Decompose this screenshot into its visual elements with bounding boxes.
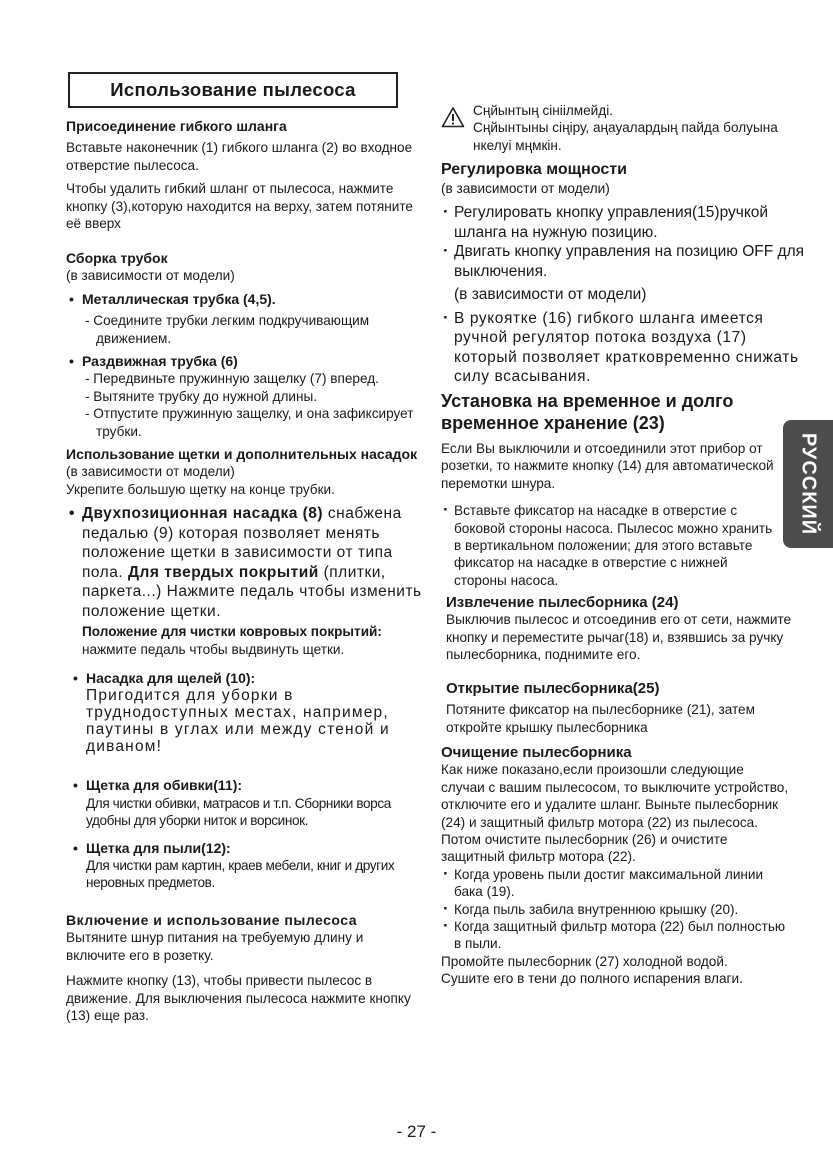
storage-heading: Установка на временное и долго временное хранение (23) [441, 391, 734, 433]
power-section [441, 160, 809, 387]
open-section [441, 680, 781, 736]
warning-triangle-icon [441, 106, 465, 128]
clean-p2: Промойте пылесборник (27) холодной водой. [441, 953, 728, 969]
ext-tube-title: • Раздвижная трубка (6) [66, 353, 426, 370]
brush-heading-note: (в зависимости от модели) [66, 464, 235, 480]
tubes-note: (в зависимости от модели) [66, 268, 235, 284]
section-title: Использование пылесоса [110, 79, 356, 100]
hose-p2: Чтобы удалить гибкий шланг от пылесоса, нажмите кнопку (3),которую находится на верху, затем потяните её вверх [66, 181, 413, 232]
remove-text: Выключив пылесос и отсоединив его от сети, нажмите кнопку и переместите рычаг(18) и, взявшись за ручку пылесборника, поднимите его. [446, 612, 792, 663]
storage-section [441, 390, 781, 589]
tubes-section [66, 250, 426, 440]
metal-tube-step: - Соедините трубки легким подкручивающим движением. [85, 313, 370, 346]
metal-tube-title: • Металлическая трубка (4,5). [66, 291, 426, 308]
language-tab [783, 420, 833, 548]
carpet-text: нажмите педаль чтобы выдвинуть щетки. [82, 641, 345, 657]
warning-block [441, 102, 813, 154]
dust-brush-text: Для чистки рам картин, краев мебели, книг и других неровных предметов. [86, 858, 395, 891]
brush-heading: Использование щетки и дополнительных насадок [66, 446, 418, 462]
hard-floor-text: (плитки, паркета...) Нажмите педаль чтобы изменить положение щетки. [82, 563, 422, 620]
crevice-title: • Насадка для щелей (10): [70, 670, 426, 687]
hose-heading: Присоединение гибкого шланга [66, 118, 287, 134]
power-heading: Регулировка мощности [441, 161, 627, 178]
power-bullet-3: · В рукоятке (16) гибкого шланга имеется ручной регулятор потока воздуха (17) который позволяет кратковременно снижать силу всасывания. [441, 309, 809, 387]
clean-bullet-2: · Когда пыль забила внутреннюю крышку (20). [441, 901, 791, 918]
crevice-text: Пригодится для уборки в труднодоступных местах, например, паутины в углах или между стеной и диваном! [86, 687, 390, 756]
remove-heading: Извлечение пылесборника (24) [446, 594, 679, 611]
two-pos-title: Двухпозиционная насадка (8) [82, 505, 324, 523]
operate-section [66, 912, 426, 1024]
clean-section [441, 744, 791, 988]
warning-line-1: Сңйынтың сініілмейді. [473, 103, 613, 118]
clean-p3: Сушите его в тени до полного испарения влаги. [441, 971, 743, 987]
storage-p1: Если Вы выключили и отсоединили этот прибор от розетки, то нажмите кнопку (14) для автоматической перемотки шнура. [441, 441, 774, 491]
tubes-heading: Сборка трубок [66, 250, 168, 266]
ext-tube-step-3: - Отпустите пружинную защелку, и она зафиксирует трубки. [85, 406, 414, 439]
carpet-label: Положение для чистки ковровых покрытий: [82, 624, 382, 640]
upholstery-text: Для чистки обивки, матрасов и т.п. Сборники ворса удобны для уборки ниток и ворсинок. [86, 795, 391, 829]
hose-p1: Вставьте наконечник (1) гибкого шланга (2) во входное отверстие пылесоса. [66, 140, 413, 173]
storage-bullet-1: · Вставьте фиксатор на насадке в отверстие с боковой стороны насоса. Пылесос можно хранить в вертикальном положении; для этого вставьте фиксатор на насадке в отверстие с нижней стороны насоса. [441, 502, 781, 589]
brush-section [66, 446, 426, 892]
power-bullet-1: · Регулировать кнопку управления(15)ручкой шланга на нужную позицию. [441, 203, 809, 242]
operate-p1: Вытяните шнур питания на требуемую длину и включите его в розетку. [66, 930, 364, 963]
two-pos-text: снабжена педалью (9) которая позволяет менять положение щетки в зависимости от типа пола. [82, 505, 402, 581]
language-tab-label: РУССКИЙ [797, 432, 820, 536]
clean-text: Как ниже показано,если произошли следующие случаи с вашим пылесосом, то выключите устройство, отключите его и удалите шланг. Выньте пылесборник (24) и защитный фильтр мотора (22) из пылесоса. Потом очистите пылесборник (26) и очистите защитный фильтр мотора (22). [441, 762, 789, 865]
clean-bullet-3: · Когда защитный фильтр мотора (22) был полностью в пыли. [441, 918, 791, 953]
clean-heading: Очищение пылесборника [441, 744, 632, 761]
hose-section [66, 118, 426, 232]
warning-line-2: Сңйынтыны сіңіру, аңауалардың пайда болуына нкелуі мңмкін. [473, 120, 778, 153]
power-note: (в зависимости от модели) [441, 181, 610, 196]
dust-brush-title: • Щетка для пыли(12): [70, 840, 426, 857]
remove-section [441, 594, 809, 664]
brush-intro: Укрепите большую щетку на конце трубки. [66, 481, 335, 497]
hard-floor-label: Для твердых покрытий [127, 563, 319, 581]
upholstery-title: • Щетка для обивки(11): [70, 777, 426, 794]
operate-p2: Нажмите кнопку (13), чтобы привести пылесос в движение. Для выключения пылесоса нажмите кнопку (13) еще раз. [66, 973, 411, 1024]
ext-tube-step-1: - Передвиньте пружинную защелку (7) вперед. [85, 371, 379, 387]
page-number: - 27 - [396, 1122, 437, 1141]
open-text: Потяните фиксатор на пылесборнике (21), затем откройте крышку пылесборника [446, 702, 755, 735]
section-title-box [68, 72, 398, 108]
clean-bullet-1: · Когда уровень пыли достиг максимальной линии бака (19). [441, 866, 791, 901]
power-note-2: (в зависимости от модели) [454, 286, 647, 304]
operate-heading: Включение и использование пылесоса [66, 912, 358, 928]
open-heading: Открытие пылесборника(25) [446, 680, 660, 697]
power-bullet-2: · Двигать кнопку управления на позицию OFF для выключения. [441, 242, 809, 281]
ext-tube-step-2: - Вытяните трубку до нужной длины. [85, 388, 318, 404]
